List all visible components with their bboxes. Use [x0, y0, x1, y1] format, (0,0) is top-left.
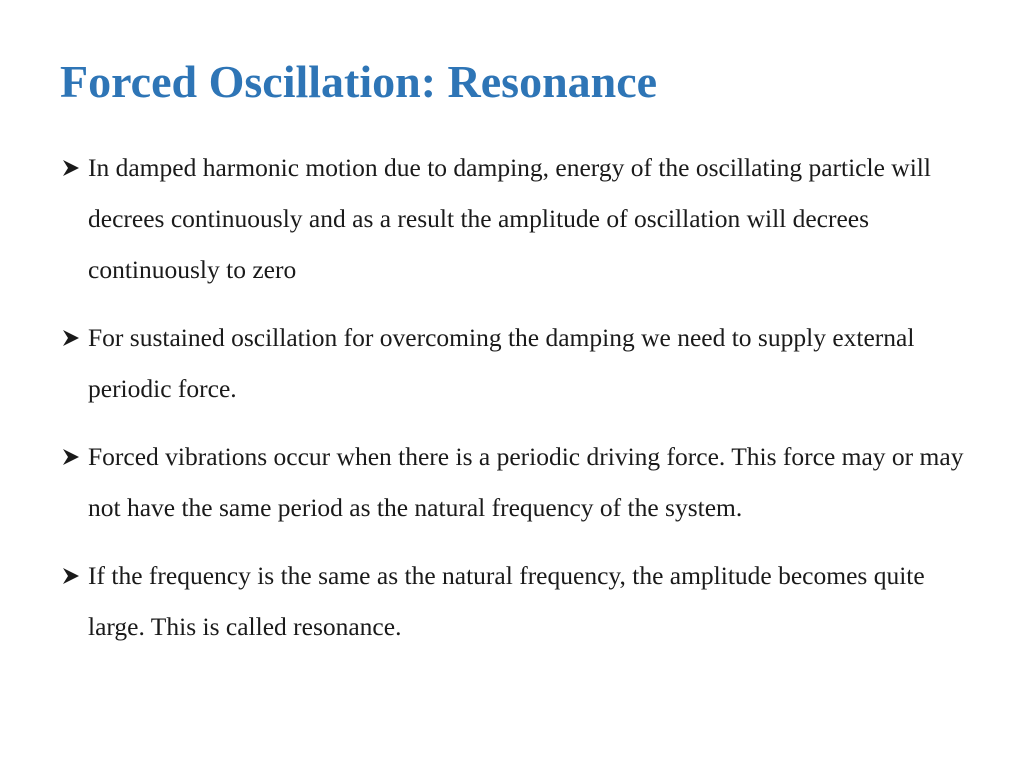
arrow-bullet-icon: [60, 312, 84, 363]
bullet-text: For sustained oscillation for overcoming the damping we need to supply external periodic force.: [88, 323, 915, 403]
slide-title: Forced Oscillation: Resonance: [60, 56, 658, 107]
bullet-item: [60, 550, 970, 652]
bullet-item: [60, 312, 970, 414]
bullet-text: Forced vibrations occur when there is a periodic driving force. This force may or may not have the same period as the natural frequency of the system.: [88, 442, 964, 522]
bullet-item: [60, 431, 970, 533]
bullet-item: [60, 142, 970, 295]
bullet-list: [60, 142, 970, 669]
arrow-bullet-icon: [60, 142, 84, 193]
bullet-text: If the frequency is the same as the natural frequency, the amplitude becomes quite large. This is called resonance.: [88, 561, 925, 641]
arrow-bullet-icon: [60, 431, 84, 482]
arrow-bullet-icon: [60, 550, 84, 601]
bullet-text: In damped harmonic motion due to damping, energy of the oscillating particle will decrees continuously and as a result the amplitude of oscillation will decrees continuously to zero: [88, 153, 931, 284]
